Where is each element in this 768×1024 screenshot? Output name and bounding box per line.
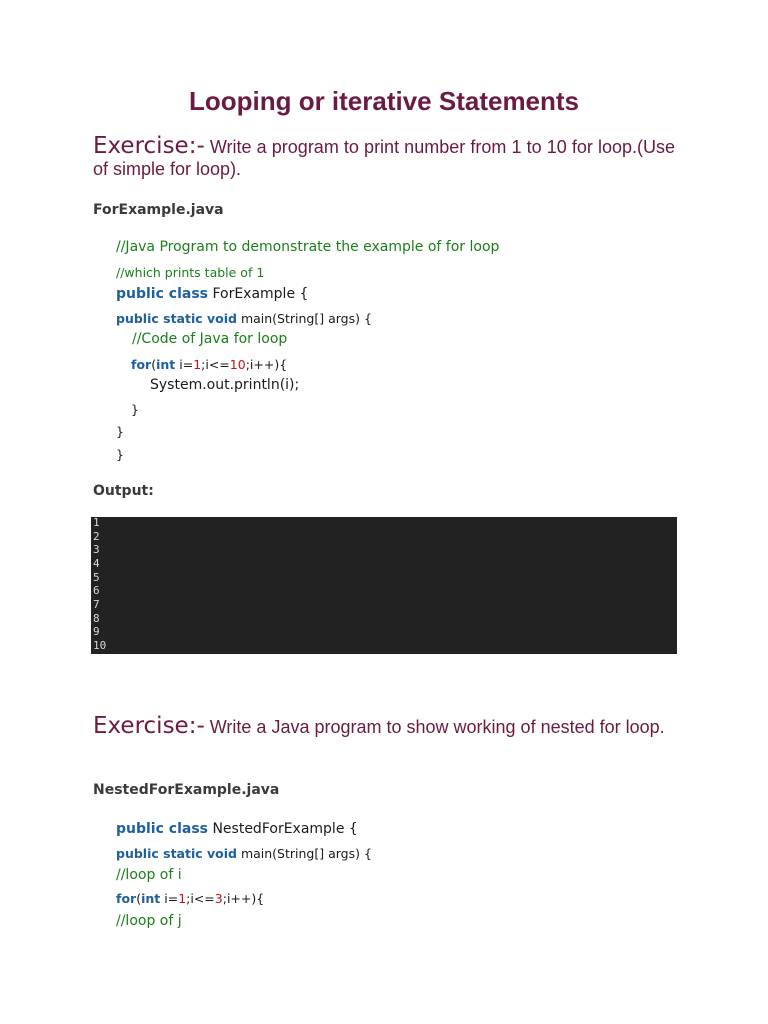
exercise-1-lead: Exercise:- (93, 133, 205, 159)
code1-keyword: public static void (116, 311, 237, 326)
code2-keyword: public class (116, 821, 208, 837)
code1-number: 10 (229, 357, 246, 372)
exercise-2-text: Write a Java program to show working of nested for loop. (204, 717, 665, 737)
code1-line-2: //which prints table of 1 (116, 265, 265, 280)
code1-line-10: } (116, 447, 124, 462)
output-line: 8 (93, 612, 100, 625)
output-line: 6 (93, 584, 100, 597)
code2-line-2 (116, 846, 372, 861)
code1-paren: ( (151, 357, 157, 372)
output-line: 4 (93, 557, 100, 570)
output-line: 9 (93, 625, 100, 638)
code2-line-5: //loop of j (116, 913, 182, 929)
code1-number: 1 (193, 357, 202, 372)
output-line: 5 (93, 571, 100, 584)
code2-method-sig: main(String[] args) { (236, 846, 372, 861)
exercise-2-prompt (93, 715, 675, 738)
code1-cond: ;i<= (201, 357, 230, 372)
output-console (91, 517, 677, 654)
output-label: Output: (93, 483, 154, 499)
code2-line-3: //loop of i (116, 867, 182, 883)
output-line: 7 (93, 598, 100, 611)
exercise-2-lead: Exercise:- (93, 713, 205, 739)
code2-line-4 (116, 891, 264, 906)
code2-line-1 (116, 821, 358, 837)
code1-line-3 (116, 286, 308, 302)
code1-incr: ;i++){ (245, 357, 288, 372)
code2-cond: ;i<= (186, 891, 215, 906)
code1-init: i= (175, 357, 194, 372)
file-name-1: ForExample.java (93, 202, 224, 218)
code1-line-5: //Code of Java for loop (132, 331, 288, 347)
code2-keyword: public static void (116, 846, 237, 861)
code1-method-sig: main(String[] args) { (236, 311, 372, 326)
code2-number: 1 (178, 891, 187, 906)
code1-line-6 (131, 357, 287, 372)
code2-init: i= (160, 891, 179, 906)
output-line: 2 (93, 530, 100, 543)
code1-for-keyword: for (131, 357, 152, 372)
code2-int-keyword: int (141, 891, 161, 906)
output-line: 10 (93, 639, 107, 652)
code1-line-8: } (131, 402, 139, 417)
code1-line-1: //Java Program to demonstrate the example of for loop (116, 239, 500, 255)
page-title: Looping or iterative Statements (188, 86, 580, 116)
code1-line-9: } (116, 424, 124, 439)
code1-class-name: ForExample { (208, 286, 309, 302)
output-line: 1 (93, 516, 100, 529)
code2-number: 3 (214, 891, 223, 906)
code1-keyword: public class (116, 286, 208, 302)
code1-int-keyword: int (156, 357, 176, 372)
code2-paren: ( (136, 891, 142, 906)
code2-incr: ;i++){ (222, 891, 265, 906)
exercise-1-text: Write a program to print number from 1 to 10 for loop.(Use of simple for loop). (93, 137, 675, 179)
code1-line-4 (116, 311, 372, 326)
code2-class-name: NestedForExample { (208, 821, 358, 837)
code2-for-keyword: for (116, 891, 137, 906)
exercise-1-prompt (93, 135, 675, 180)
code1-line-7: System.out.println(i); (150, 377, 300, 393)
output-line: 3 (93, 543, 100, 556)
file-name-2: NestedForExample.java (93, 782, 280, 798)
